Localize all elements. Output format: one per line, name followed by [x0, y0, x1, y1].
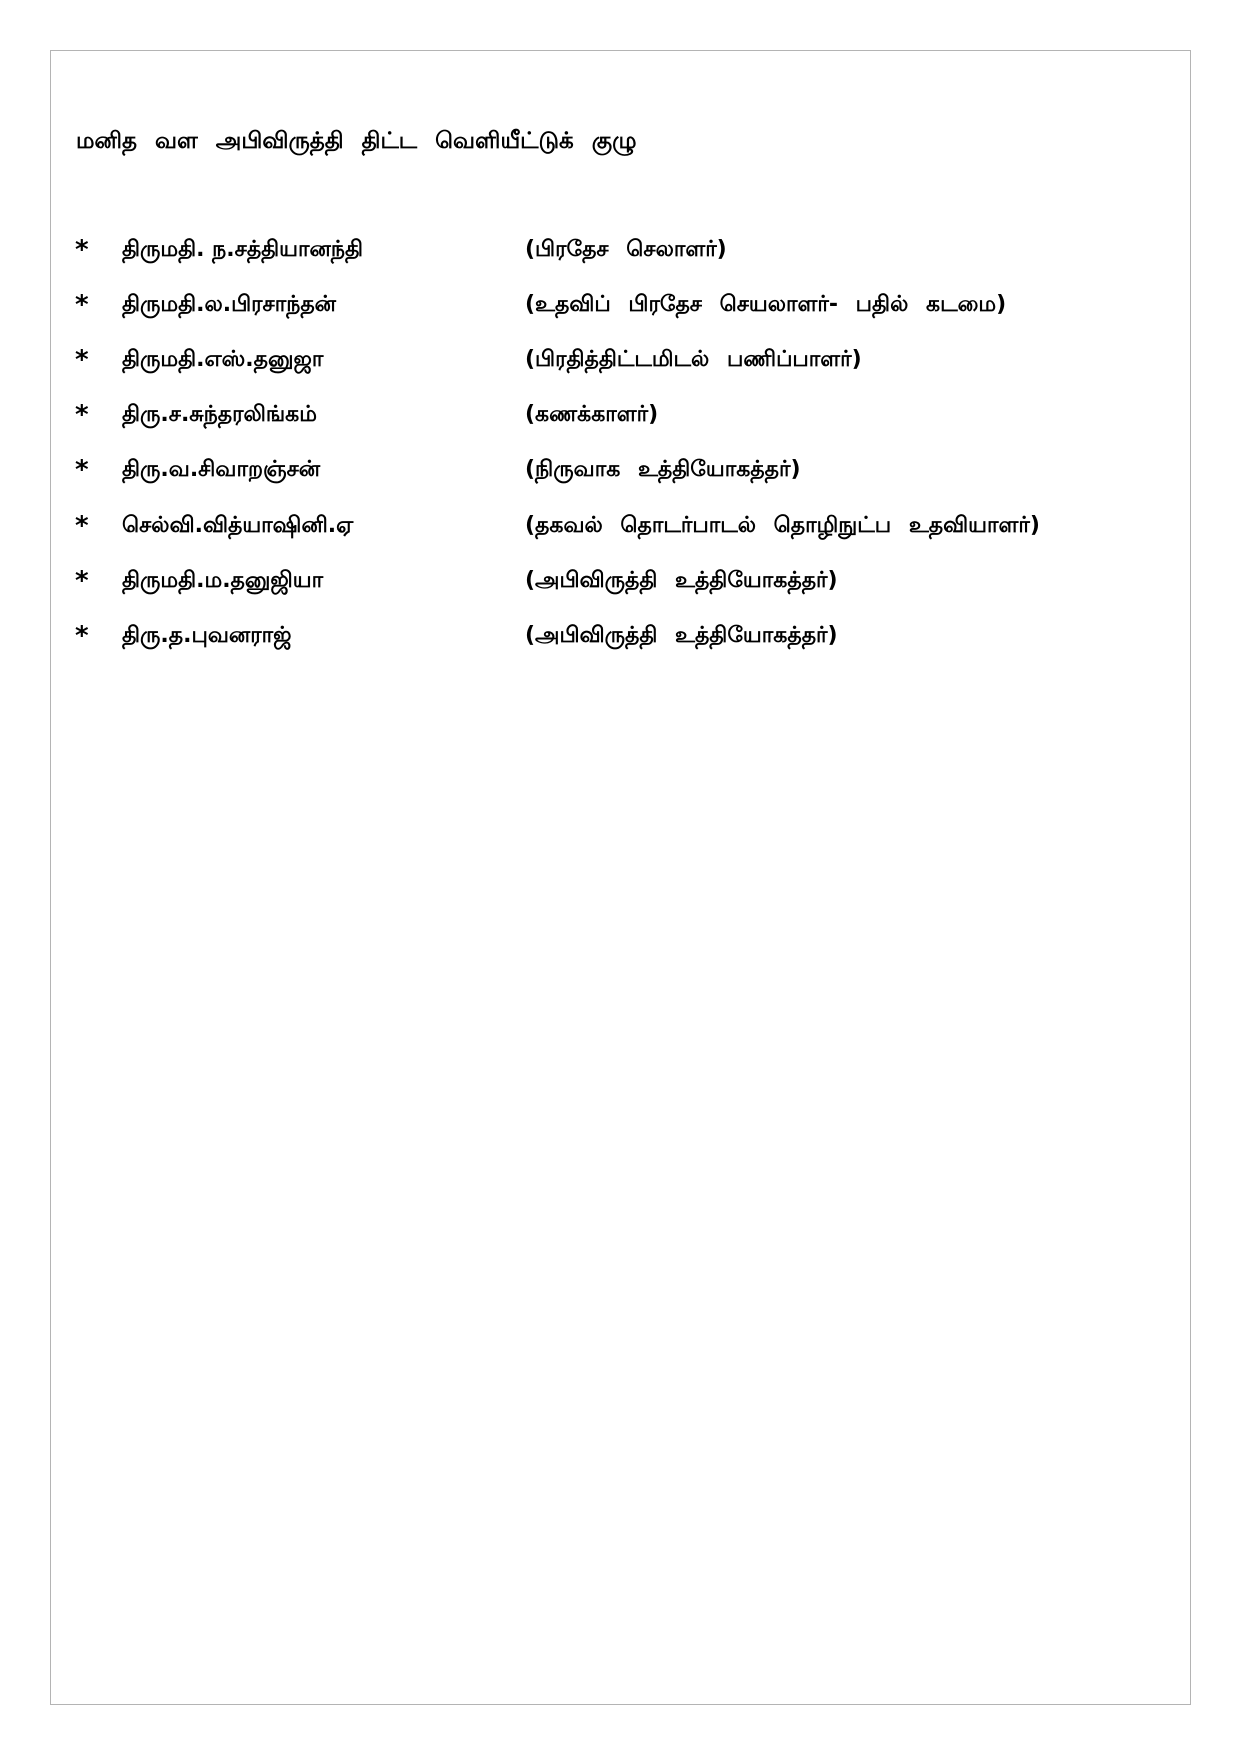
member-name: திருமதி.எஸ்.தனுஜா — [122, 347, 324, 372]
member-name: திரு.ச.சுந்தரலிங்கம் — [122, 402, 317, 427]
member-role: (தகவல் தொடர்பாடல் தொழிநுட்ப உதவியாளர்) — [525, 513, 1040, 538]
bullet-asterisk: * — [75, 400, 89, 430]
member-name: திருமதி.ல.பிரசாந்தன் — [122, 292, 337, 317]
list-item — [0, 509, 1241, 549]
member-name: திரு.வ.சிவாறஞ்சன் — [122, 457, 321, 482]
bullet-asterisk: * — [75, 455, 89, 485]
member-role: (பிரதித்திட்டமிடல் பணிப்பாளர்) — [525, 347, 862, 372]
list-item — [0, 398, 1241, 438]
list-item — [0, 233, 1241, 273]
bullet-asterisk: * — [75, 566, 89, 596]
member-name: செல்வி.வித்யாஷினி.ஏ — [122, 513, 354, 538]
list-item — [0, 564, 1241, 604]
list-item — [0, 619, 1241, 659]
member-role: (அபிவிருத்தி உத்தியோகத்தர்) — [525, 568, 838, 593]
member-name: திரு.த.புவனராஜ் — [122, 623, 292, 648]
member-role: (உதவிப் பிரதேச செயலாளர்- பதில் கடமை) — [525, 292, 1007, 317]
member-role: (பிரதேச செலாளர்) — [525, 237, 727, 262]
member-role: (நிருவாக உத்தியோகத்தர்) — [525, 457, 801, 482]
member-role: (கணக்காளர்) — [525, 402, 659, 427]
bullet-asterisk: * — [75, 290, 89, 320]
member-name: திருமதி.ம.தனுஜியா — [122, 568, 324, 593]
bullet-asterisk: * — [75, 621, 89, 651]
list-item — [0, 343, 1241, 383]
list-item — [0, 453, 1241, 493]
bullet-asterisk: * — [75, 511, 89, 541]
member-name: திருமதி. ந.சத்தியானந்தி — [122, 237, 364, 262]
member-role: (அபிவிருத்தி உத்தியோகத்தர்) — [525, 623, 838, 648]
bullet-asterisk: * — [75, 345, 89, 375]
bullet-asterisk: * — [75, 235, 89, 265]
document-title: மனித வள அபிவிருத்தி திட்ட வெளியீட்டுக் குழு — [76, 128, 637, 154]
list-item — [0, 288, 1241, 328]
